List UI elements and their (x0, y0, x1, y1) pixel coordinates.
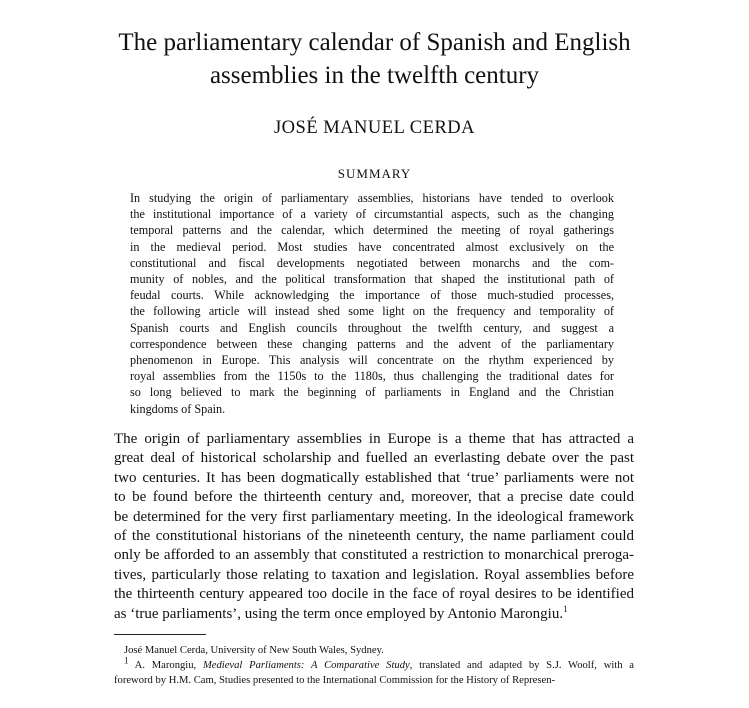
abstract-line: constitutional and fiscal developments negotiated between monarchs and the com- (130, 255, 614, 270)
summary-heading: SUMMARY (337, 166, 412, 181)
body-line: to be found before the thirteenth century and, moreover, that a precise date could (114, 489, 634, 506)
abstract (130, 190, 614, 417)
body-paragraph (114, 430, 634, 624)
body-line: of the constitutional historians of the nineteenth century, the name parliament could (114, 528, 634, 545)
abstract-line: phenomenon in Europe. This analysis will concentrate on the rhythm experienced by (130, 353, 614, 368)
title-line: assemblies in the twelfth century (209, 62, 540, 89)
article-title (60, 26, 689, 92)
footnote-1 (114, 655, 634, 673)
abstract-line: so long believed to mark the beginning of parliaments in England and the Christian (130, 385, 614, 400)
abstract-line: correspondence between these changing patterns and the advent of the parliamentary (130, 336, 614, 351)
body-line: only be afforded to an assembly that constituted a restriction to monarchical preroga- (114, 547, 634, 564)
body-line: The origin of parliamentary assemblies in Europe is a theme that has attracted a (114, 431, 634, 447)
abstract-line: kingdoms of Spain. (130, 401, 226, 416)
title-line: The parliamentary calendar of Spanish and English (118, 29, 631, 56)
footnote-1-continuation: foreword by H.M. Cam, Studies presented to the International Commission for the History of Represen- (114, 675, 556, 686)
body-line-final (114, 605, 634, 624)
author-name: JOSÉ MANUEL CERDA (273, 118, 476, 138)
footnotes (114, 643, 634, 688)
footnote-number: 1 (124, 655, 129, 666)
abstract-line: the following article will instead shed some light on the frequency and temporality of (130, 304, 614, 319)
abstract-line: munity of nobles, and the political transformation that shaped the institutional path of (130, 272, 614, 287)
footnote-1-rest: , translated and adapted by S.J. Woolf, with a (409, 660, 634, 671)
footnote-1-lead: A. Marongiu, (128, 660, 203, 671)
abstract-line: temporal patterns and the calendar, which determined the meeting of royal gatherings (130, 223, 614, 238)
abstract-line: the institutional importance of a variety of circumstantial aspects, such as the changing (130, 207, 614, 222)
body-line: tives, particularly those relating to taxation and legislation. Royal assemblies before (114, 566, 634, 583)
footnote-1-book-title: Medieval Parliaments: A Comparative Study (202, 660, 410, 671)
footnote-reference-1[interactable]: 1 (563, 603, 568, 614)
abstract-line: feudal courts. While acknowledging the importance of those much-studied processes, (130, 288, 614, 303)
abstract-line: Spanish courts and English councils throughout the twelfth century, and suggest a (130, 320, 614, 335)
body-line: be determined for the very first parliamentary meeting. In the ideological framework (114, 508, 634, 525)
abstract-line: royal assemblies from the 1150s to the 1180s, thus challenging the traditional dates for (130, 369, 614, 384)
body-line: two centuries. It has been dogmatically established that ‘true’ parliaments were not (114, 469, 634, 486)
author-affiliation-footnote: José Manuel Cerda, University of New South Wales, Sydney. (124, 645, 384, 656)
abstract-line: in the medieval period. Most studies have concentrated almost exclusively on the (130, 239, 614, 254)
abstract-line: In studying the origin of parliamentary assemblies, historians have tended to overlook (130, 191, 614, 205)
body-line: great deal of historical scholarship and fuelled an everlasting debate over the past (114, 450, 634, 467)
footnote-separator (114, 634, 206, 635)
body-line: the thirteenth century appeared too docile in the face of royal desires to be identified (114, 586, 634, 603)
body-line-text: as ‘true parliaments’, using the term once employed by Antonio Marongiu. (114, 605, 564, 622)
